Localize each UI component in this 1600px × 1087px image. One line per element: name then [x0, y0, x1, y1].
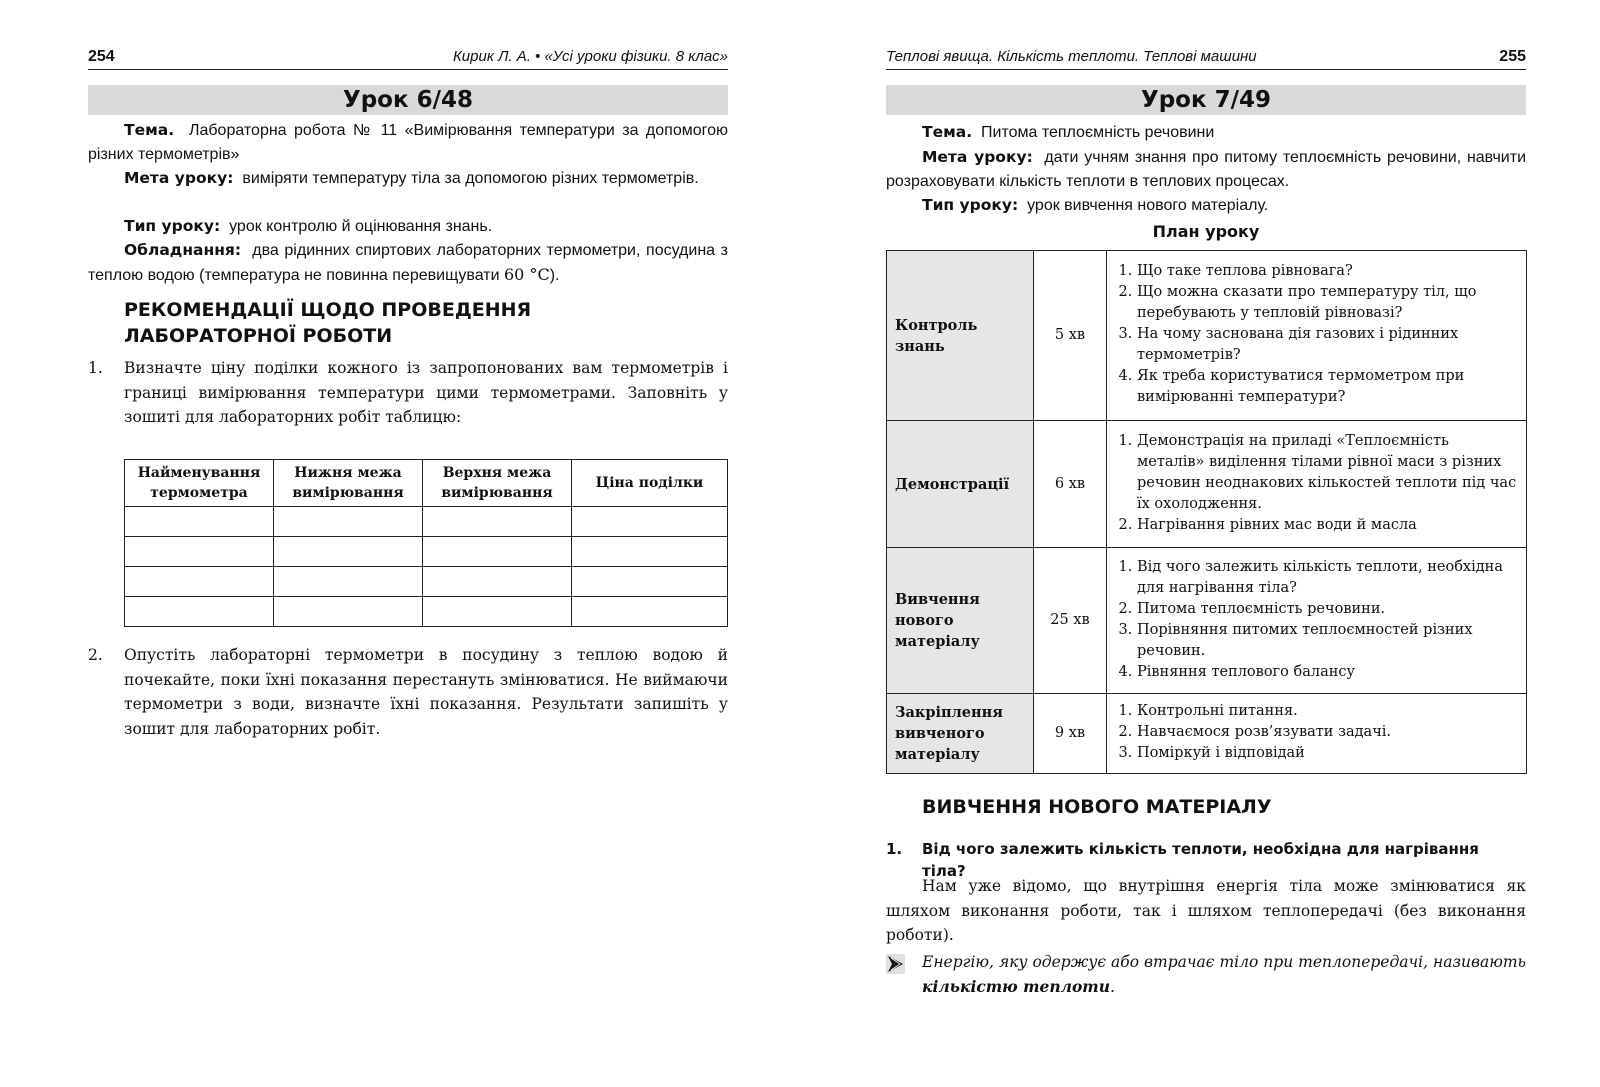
table-cell — [423, 507, 572, 537]
list-item: 3. Порівняння питомих теплоємностей різних речовин. — [1137, 620, 1518, 662]
subsection-number: 1. — [886, 840, 903, 858]
goal-text: дати учням знання про питому теплоємність речовини, навчити розраховувати кількість теплоти в теплових процесах. — [886, 149, 1527, 190]
table-cell — [572, 507, 728, 537]
list-item: 1. Контрольні питання. — [1137, 701, 1518, 722]
list-item: 3. На чому заснована дія газових і рідинних термометрів? — [1137, 324, 1518, 366]
table-cell — [572, 597, 728, 627]
plan-questions — [1107, 694, 1527, 774]
right-running-head — [886, 47, 1526, 70]
list-item: 1. Що таке теплова рівновага? — [1137, 261, 1518, 282]
definition-end: . — [1109, 977, 1115, 996]
subsection-text: Від чого залежить кількість теплоти, необхідна для нагрівання тіла? — [922, 840, 1479, 880]
plan-questions — [1107, 548, 1527, 694]
table-cell — [423, 537, 572, 567]
section-heading-line-2: ЛАБОРАТОРНОЇ РОБОТИ — [124, 325, 393, 347]
plan-stage: Контроль знань — [887, 251, 1034, 421]
equipment-text: два рідинних спиртових лабораторних термометри, посудина з теплою водою (температура не повинна перевищувати — [88, 242, 728, 284]
list-item: 1. Від чого залежить кількість теплоти, необхідна для нагрівання тіла? — [1137, 557, 1518, 599]
lesson-type — [886, 193, 1526, 218]
type-text: урок контролю й оцінювання знань. — [229, 218, 493, 235]
table-header-cell: Верхня межа вимірювання — [423, 460, 572, 507]
plan-stage: Закріплення вивченого матеріалу — [887, 694, 1034, 774]
list-item: 2. Нагрівання рівних мас води й масла — [1137, 515, 1518, 536]
lesson-topic — [88, 118, 728, 167]
topic-text: Питома теплоємність речовини — [981, 124, 1215, 141]
lesson-type — [88, 214, 728, 239]
type-label: Тип уроку: — [124, 217, 221, 235]
section-heading — [124, 297, 531, 349]
table-header-cell: Нижня межа вимірювання — [274, 460, 423, 507]
list-item: 2. Що можна сказати про температуру тіл, що перебувають у тепловій рівновазі? — [1137, 282, 1518, 324]
table-row — [125, 597, 728, 627]
list-item: 2. Питома теплоємність речовини. — [1137, 599, 1518, 620]
right-page — [886, 0, 1526, 1087]
list-item: 3. Поміркуй і відповідай — [1137, 743, 1518, 764]
table-row — [887, 251, 1527, 421]
table-cell — [274, 597, 423, 627]
plan-questions — [1107, 421, 1527, 548]
table-header-row — [125, 460, 728, 507]
topic-label: Тема. — [922, 123, 973, 141]
plan-duration: 6 хв — [1034, 421, 1107, 548]
step-number: 1. — [88, 359, 103, 377]
step-number: 2. — [88, 646, 103, 664]
goal-label: Мета уроку: — [922, 148, 1033, 166]
goal-label: Мета уроку: — [124, 169, 234, 187]
plan-caption: План уроку — [1152, 222, 1260, 241]
temperature-value: 60 °C — [504, 265, 550, 284]
type-label: Тип уроку: — [922, 196, 1019, 214]
lesson-goal — [88, 166, 728, 191]
table-cell — [274, 567, 423, 597]
left-running-head — [88, 47, 728, 70]
table-row — [887, 694, 1527, 774]
plan-duration: 9 хв — [1034, 694, 1107, 774]
lesson-title: Урок 7/49 — [886, 85, 1526, 115]
table-cell — [125, 597, 274, 627]
type-text: урок вивчення нового матеріалу. — [1027, 197, 1269, 214]
section-heading: ВИВЧЕННЯ НОВОГО МАТЕРІАЛУ — [922, 796, 1272, 818]
table-cell — [125, 567, 274, 597]
table-cell — [125, 537, 274, 567]
running-head-text: Кирик Л. А. • «Усі уроки фізики. 8 клас» — [452, 48, 728, 65]
step-text: Визначте ціну поділки кожного із запропонованих вам термометрів і границі вимірювання температури цими термометрами. Заповніть у зошиті для лабораторних робіт таблицю: — [124, 359, 728, 426]
table-row — [125, 537, 728, 567]
plan-stage: Демонстрації — [887, 421, 1034, 548]
lesson-goal — [886, 145, 1526, 194]
list-item: 2. Навчаємося розв’язувати задачі. — [1137, 722, 1518, 743]
topic-label: Тема. — [124, 121, 175, 139]
table-header-cell: Ціна поділки — [572, 460, 728, 507]
table-cell — [572, 567, 728, 597]
table-cell — [423, 597, 572, 627]
list-item: 4. Рівняння теплового балансу — [1137, 662, 1518, 683]
plan-duration: 25 хв — [1034, 548, 1107, 694]
table-header-cell: Найменування термометра — [125, 460, 274, 507]
arrow-bullet-icon — [886, 954, 905, 974]
step-text: Опустіть лабораторні термометри в посудину з теплою водою й почекайте, поки їхні показання перестануть змінюватися. Не виймаючи термометри з води, визначте їхні показання. Результати запишіть у зошит для лабораторних робіт. — [124, 646, 728, 738]
table-row — [887, 548, 1527, 694]
step-2 — [88, 643, 728, 741]
step-1 — [88, 356, 728, 430]
topic-text: Лабораторна робота № 11 «Вимірювання температури за допомогою різних термометрів» — [88, 122, 728, 163]
equipment-text-end: ). — [549, 267, 560, 284]
table-row — [125, 507, 728, 537]
goal-text: виміряти температуру тіла за допомогою різних термометрів. — [242, 170, 699, 187]
left-page — [88, 0, 728, 1087]
definition-text — [922, 950, 1526, 999]
equipment-label: Обладнання: — [124, 241, 242, 259]
definition-term: кількістю теплоти — [922, 976, 1110, 996]
section-heading-line-1: РЕКОМЕНДАЦІЇ ЩОДО ПРОВЕДЕННЯ — [124, 299, 532, 321]
table-cell — [125, 507, 274, 537]
definition-body: Енергію, яку одержує або втрачає тіло при теплопередачі, називають — [922, 953, 1526, 971]
lesson-plan-table — [886, 250, 1527, 774]
running-head-text: Теплові явища. Кількість теплоти. Теплові машини — [886, 48, 1257, 65]
table-cell — [423, 567, 572, 597]
lesson-equipment — [88, 238, 728, 288]
plan-stage: Вивчення нового матеріалу — [887, 548, 1034, 694]
plan-duration: 5 хв — [1034, 251, 1107, 421]
table-cell — [274, 507, 423, 537]
page-number: 254 — [88, 48, 115, 65]
table-row — [887, 421, 1527, 548]
page-number: 255 — [1499, 48, 1526, 65]
table-row — [125, 567, 728, 597]
list-item: 4. Як треба користуватися термометром при вимірюванні температури? — [1137, 366, 1518, 408]
lesson-title: Урок 6/48 — [88, 85, 728, 115]
body-paragraph: Нам уже відомо, що внутрішня енергія тіла може змінюватися як шляхом виконання роботи, так і шляхом теплопередачі (без виконання роботи). — [886, 877, 1526, 944]
measurement-table — [124, 459, 728, 627]
table-cell — [572, 537, 728, 567]
table-cell — [274, 537, 423, 567]
list-item: 1. Демонстрація на приладі «Теплоємність металів» виділення тілами рівної маси з різних речовин неоднакових кількостей теплоти під час їх охолодження. — [1137, 431, 1518, 515]
plan-questions — [1107, 251, 1527, 421]
lesson-topic — [886, 120, 1526, 145]
